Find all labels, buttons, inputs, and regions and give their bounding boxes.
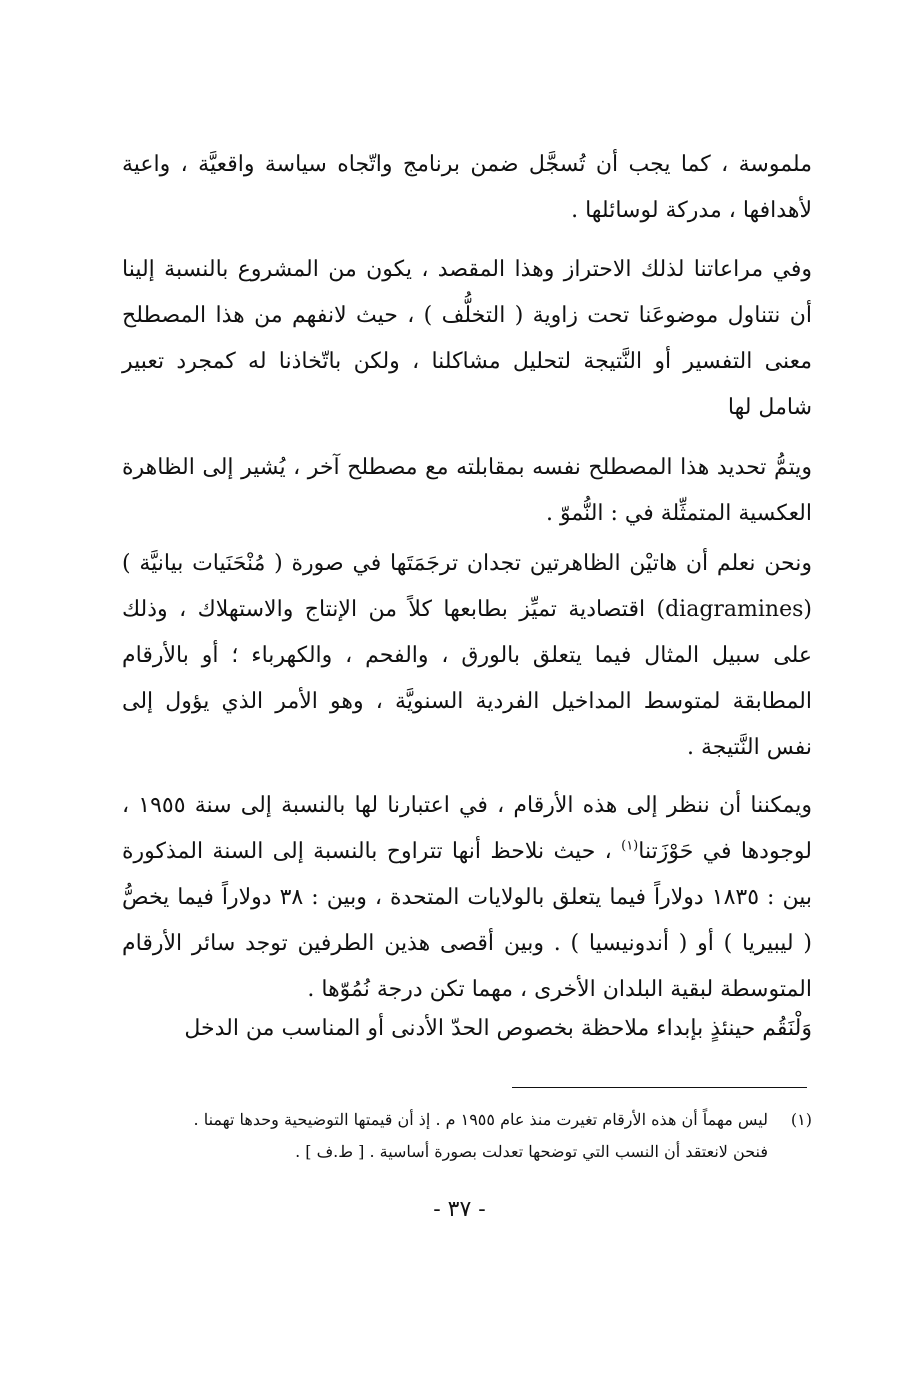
footnote-marker: (١) xyxy=(790,1110,812,1129)
paragraph-4-text: ونحن نعلم أن هاتيْن الظاهرتين تجدان ترجَمَتَها في صورة ( مُنْحَنَيات بيانيَّة ) (diagramines) اقتصادية تميِّز بطابعها كلاً من الإنتاج والاستهلاك ، وذلك على سبيل المثال فيما يتعلق بالورق ، والفحم ، والكهرباء ؛ أو بالأرقام المطابقة لمتوسط المداخيل الفردية السنويَّة ، وهو الأمر الذي يؤول إلى نفس النَّتيجة . xyxy=(122,551,812,760)
paragraph-6-text: وَلْنَقُم حينئذٍ بإبداء ملاحظة بخصوص الحدّ الأدنى أو المناسب من الدخل xyxy=(184,1016,812,1041)
paragraph-5-start: ويمكننا أن ننظر إلى هذه الأرقام ، في اعتبارنا لها بالنسبة إلى سنة ١٩٥٥ ، لوجودها في حَوْزَتنا xyxy=(122,793,813,864)
paragraph-4 xyxy=(122,541,812,771)
paragraph-1-text: ملموسة ، كما يجب أن تُسجَّل ضمن برنامج واتّجاه سياسة واقعيَّة ، واعية لأهدافها ، مدركة لوسائلها . xyxy=(122,152,812,223)
footnote xyxy=(130,1104,812,1168)
paragraph-5 xyxy=(122,783,812,1013)
paragraph-2-text: وفي مراعاتنا لذلك الاحتراز وهذا المقصد ، يكون من المشروع بالنسبة إلينا أن نتناول موضوعَنا تحت زاوية ( التخلُّف ) ، حيث لانفهم من هذا المصطلح معنى التفسير أو النَّتيجة لتحليل مشاكلنا ، ولكن باتّخاذنا له كمجرد تعبير شامل لها xyxy=(122,257,812,420)
footnote-line-1 xyxy=(130,1104,812,1136)
footnote-line-2-text: فنحن لانعتقد أن النسب التي توضحها تعدلت بصورة أساسية . [ ط.ف ] . xyxy=(295,1142,768,1161)
paragraph-5-continuation: ، حيث نلاحظ أنها تتراوح بالنسبة إلى السنة المذكورة بين : ١٨٣٥ دولاراً فيما يتعلق بالولايات المتحدة ، وبين : ٣٨ دولاراً فيما يخصُّ ( ليبيريا ) أو ( أندونيسيا ) . وبين أقصى هذين الطرفين توجد سائر الأرقام المتوسطة لبقية البلدان الأخرى ، مهما تكن درجة نُمُوّها . xyxy=(122,839,812,1002)
paragraph-2 xyxy=(122,247,812,431)
footnote-line-1-text: ليس مهماً أن هذه الأرقام تغيرت منذ عام ١٩٥٥ م . إذ أن قيمتها التوضيحية وحدها تهمنا . xyxy=(193,1110,768,1129)
paragraph-6 xyxy=(122,1006,812,1052)
footnote-line-2 xyxy=(130,1136,812,1168)
paragraph-3-text: ويتمُّ تحديد هذا المصطلح نفسه بمقابلته مع مصطلح آخر ، يُشير إلى الظاهرة العكسية المتمثِّلة في : النُّموّ . xyxy=(122,455,812,526)
footnote-divider xyxy=(512,1087,807,1088)
footnote-reference[interactable]: (١) xyxy=(621,838,639,854)
paragraph-5-text xyxy=(122,783,812,1013)
paragraph-1 xyxy=(122,142,812,234)
page-number: - ٣٧ - xyxy=(433,1197,486,1222)
paragraph-3 xyxy=(122,445,812,537)
